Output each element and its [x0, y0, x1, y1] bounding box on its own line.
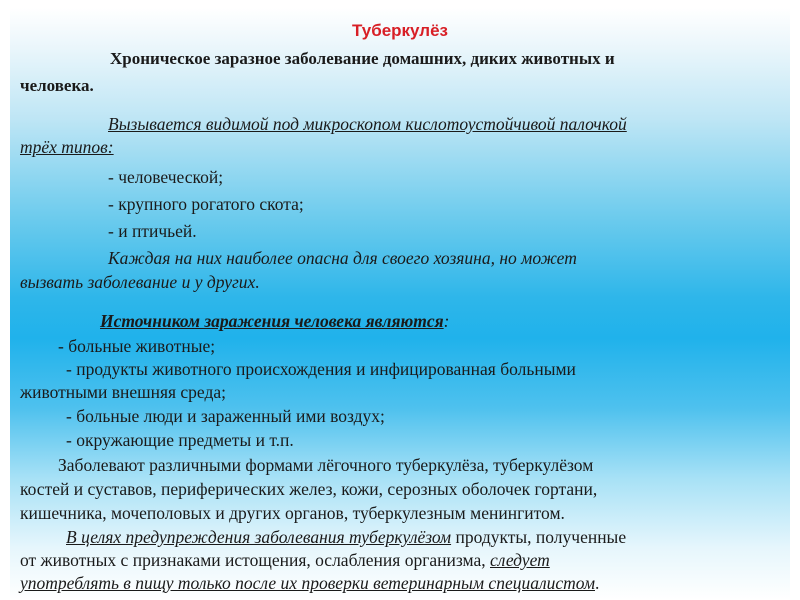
source-surrounding-objects: - окружающие предметы и т.п. — [66, 430, 294, 450]
prevention-period: . — [595, 573, 600, 593]
forms-line-3: кишечника, мочеполовых и других органов, туберкулезным менингитом. — [20, 503, 565, 523]
source-sick-people: - больные люди и зараженный ими воздух; — [66, 406, 385, 426]
sources-heading — [100, 310, 449, 332]
forms-line-1: Заболевают различными формами лёгочного туберкулёза, туберкулёзом — [58, 455, 594, 475]
type-bird: - и птичьей. — [108, 221, 197, 241]
cause-text-2: трёх типов: — [20, 137, 114, 157]
prevention-text-1: продукты, полученные — [451, 527, 627, 547]
slide — [10, 8, 790, 600]
slide-title: Туберкулёз — [352, 21, 448, 40]
definition-line-1: Хроническое заразное заболевание домашних, диких животных и — [110, 49, 615, 68]
cause-line-1 — [108, 113, 627, 135]
type-cattle: - крупного рогатого скота; — [108, 194, 304, 214]
source-sick-animals: - больные животные; — [58, 336, 216, 356]
sources-heading-text: Источником заражения человека являются — [100, 311, 444, 331]
prevention-text-3: употреблять в пищу только после их проверки ветеринарным специалистом — [20, 573, 595, 593]
cause-text-1: Вызывается видимой под микроскопом кислотоустойчивой палочкой — [108, 114, 627, 134]
danger-line-1: Каждая на них наиболее опасна для своего хозяина, но может — [108, 248, 577, 268]
source-animal-products-1: - продукты животного происхождения и инфицированная больными — [66, 359, 576, 379]
forms-line-2: костей и суставов, периферических желез, кожи, серозных оболочек гортани, — [20, 479, 598, 499]
prevention-text-2: от животных с признаками истощения, ослабления организма, — [20, 550, 491, 570]
prevention-line-1 — [66, 526, 626, 548]
prevention-emphasis: В целях предупреждения заболевания туберкулёзом — [66, 527, 452, 547]
cause-line-2 — [20, 136, 114, 158]
prevention-line-3 — [20, 572, 599, 594]
prevention-should: следует — [490, 550, 550, 570]
definition-line-2: человека. — [20, 76, 94, 95]
type-human: - человеческой; — [108, 167, 224, 187]
source-animal-products-2: животными внешняя среда; — [20, 382, 227, 402]
prevention-line-2 — [20, 549, 550, 571]
danger-line-2: вызвать заболевание и у других. — [20, 272, 260, 292]
sources-heading-colon: : — [443, 311, 450, 331]
